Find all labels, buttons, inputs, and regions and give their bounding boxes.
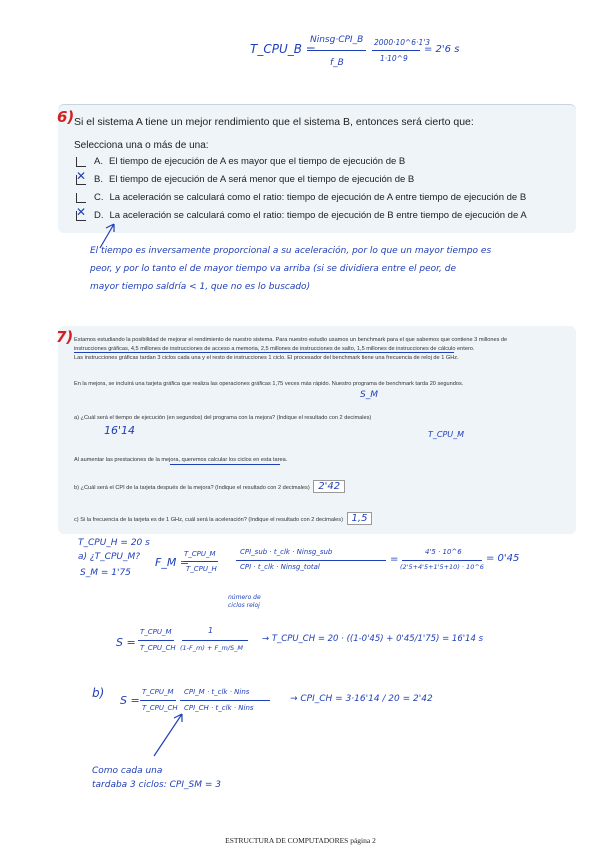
fm-bar3 xyxy=(402,560,482,561)
option-letter: A. xyxy=(94,156,103,167)
q7-paragraph-1: Estamos estudiando la posibilidad de mejorar el rendimiento de nuestro sistema. Para nuestro estudio usamos un benchmark para el que sabemos que contiene 3 millones de xyxy=(74,337,508,343)
s-den: T_CPU_CH xyxy=(140,644,176,652)
part-b-label: b) xyxy=(92,686,105,700)
s-bar xyxy=(138,640,174,641)
given-part-a: a) ¿T_CPU_M? xyxy=(78,552,141,562)
b-result: → CPI_CH = 3·16'14 / 20 = 2'42 xyxy=(290,694,433,704)
fm-val-num: 4'5 · 10^6 xyxy=(425,548,462,556)
note-line-2: tardaba 3 ciclos: CPI_SM = 3 xyxy=(92,780,221,790)
checkbox-checked[interactable] xyxy=(76,211,86,221)
option-letter: C. xyxy=(94,192,104,203)
given-tcpu-h: T_CPU_H = 20 s xyxy=(78,538,150,548)
top-formula-num: Ninsg·CPI_B xyxy=(310,35,364,45)
fm-eq: = xyxy=(390,554,399,565)
fm-lhs: F_M = xyxy=(155,556,190,569)
fm-bar2 xyxy=(236,560,386,561)
option-text: El tiempo de ejecución de A será menor que el tiempo de ejecución de B xyxy=(108,174,415,185)
q7-part-b-text: b) ¿Cuál será el CPI de la tarjeta después de la mejora? (Indique el resultado con 2 decimales) xyxy=(74,485,310,491)
s-num2: 1 xyxy=(208,626,214,635)
question-7-number: 7) xyxy=(56,328,74,346)
top-formula-num2: 2000·10^6·1'3 xyxy=(374,38,431,47)
option-text: La aceleración se calculará como el ratio: tiempo de ejecución de B entre tiempo de ejecución de A xyxy=(109,210,527,221)
q7-part-b-answer[interactable]: 2'42 xyxy=(313,480,345,493)
checkbox[interactable] xyxy=(76,193,86,203)
top-formula-result: = 2'6 s xyxy=(424,44,460,55)
b-num2: CPI_M · t_clk · Nins xyxy=(184,688,250,696)
q6-note-line-3: mayor tiempo saldría < 1, que no es lo buscado) xyxy=(90,282,311,292)
b-num: T_CPU_M xyxy=(142,688,174,696)
tcpu-m-tag: T_CPU_M xyxy=(428,430,465,439)
option-b[interactable] xyxy=(76,174,414,185)
arrow-icon xyxy=(150,710,190,760)
option-letter: D. xyxy=(94,210,104,221)
option-letter: B. xyxy=(94,174,103,185)
q7-part-c-label xyxy=(74,512,372,525)
q6-note-line-1: El tiempo es inversamente proporcional a su aceleración, por lo que un mayor tiempo es xyxy=(90,246,492,256)
fm-num: CPI_sub · t_clk · Ninsg_sub xyxy=(240,548,333,556)
s-den2: (1-F_m) + F_m/S_M xyxy=(180,644,243,652)
s-num: T_CPU_M xyxy=(140,628,172,636)
b-bar xyxy=(140,700,176,701)
q7-part-b-label xyxy=(74,480,345,493)
s-arrow-result: → T_CPU_CH = 20 · ((1-0'45) + 0'45/1'75) = 16'14 s xyxy=(262,634,484,644)
select-label: Selecciona una o más de una: xyxy=(74,140,209,151)
top-formula-lhs: T_CPU_B = xyxy=(250,42,316,56)
note-line-1: Como cada una xyxy=(92,766,163,776)
fm-frac-den: T_CPU_H xyxy=(186,565,217,573)
underline xyxy=(74,352,454,353)
fm-den: CPI · t_clk · Ninsg_total xyxy=(240,563,320,571)
fm-result: = 0'45 xyxy=(486,553,520,564)
b-den2: CPI_CH · t_clk · Nins xyxy=(184,704,254,712)
cycle-note-1: número de xyxy=(228,594,261,601)
top-formula-den: f_B xyxy=(330,58,344,68)
option-c[interactable] xyxy=(76,192,526,203)
top-formula-den2: 1·10^9 xyxy=(380,54,408,63)
q7-paragraph-2: En la mejora, se incluirá una tarjeta gráfica que realiza las operaciones gráficas 1,75 veces más rápido. Nuestro programa de benchmark tarda 20 segundos. xyxy=(74,381,464,387)
option-text: La aceleración se calculará como el ratio: tiempo de ejecución de A entre tiempo de ejecución de B xyxy=(109,192,527,203)
b-bar2 xyxy=(180,700,270,701)
s-bar2 xyxy=(182,640,248,641)
b-lhs: S = xyxy=(120,694,140,707)
underline xyxy=(170,464,280,465)
s-lhs: S = xyxy=(116,636,136,649)
b-den: T_CPU_CH xyxy=(142,704,178,712)
q7-paragraph-3: Al aumentar las prestaciones de la mejora, queremos calcular los ciclos en esta tarea. xyxy=(74,457,288,463)
option-text: El tiempo de ejecución de A es mayor que el tiempo de ejecución de B xyxy=(108,156,406,167)
q7-part-c-answer[interactable]: 1,5 xyxy=(347,512,373,525)
q7-paragraph-1c: Las instrucciones gráficas tardan 3 ciclos cada una y el resto de instrucciones 1 ciclo. El procesador del benchmark tiene una frecuencia de reloj de 1 GHz. xyxy=(74,355,459,361)
q6-note-line-2: peor, y por lo tanto el de mayor tiempo va arriba (si se dividiera entre el peor, de xyxy=(90,264,457,274)
q7-part-c-text: c) Si la frecuencia de la tarjeta es de 1 GHz, cuál será la aceleración? (Indique el resultado con 2 decimales) xyxy=(74,517,343,523)
checkbox[interactable] xyxy=(76,157,86,167)
q7-part-a-answer: 16'14 xyxy=(104,424,136,437)
checkbox-checked[interactable] xyxy=(76,175,86,185)
fm-bar xyxy=(184,561,218,562)
fm-val-den: (2'5+4'5+1'5+10) · 10^6 xyxy=(400,563,484,571)
fm-frac-num: T_CPU_M xyxy=(184,550,216,558)
top-formula-bar2 xyxy=(372,50,420,51)
q7-part-a-label: a) ¿Cuál será el tiempo de ejecución (en segundos) del programa con la mejora? (Indique el resultado con 2 decimales) xyxy=(74,415,372,421)
option-d[interactable] xyxy=(76,210,527,221)
given-sm: S_M = 1'75 xyxy=(80,568,131,578)
sm-tag: S_M xyxy=(360,390,378,400)
question-6-title: Si el sistema A tiene un mejor rendimiento que el sistema B, entonces será cierto que: xyxy=(74,116,474,128)
question-6-number: 6) xyxy=(57,108,75,126)
top-formula-bar xyxy=(308,50,366,51)
cycle-note-2: ciclos reloj xyxy=(228,602,260,609)
option-a[interactable] xyxy=(76,156,405,167)
q7-paragraph-1b: instrucciones gráficas, 4,5 millones de instrucciones de acceso a memoria, 2,5 millones de instrucciones de salto, 1,5 millones de instrucciones de cálculo entero. xyxy=(74,346,475,352)
page-footer: ESTRUCTURA DE COMPUTADORES página 2 xyxy=(225,836,376,845)
